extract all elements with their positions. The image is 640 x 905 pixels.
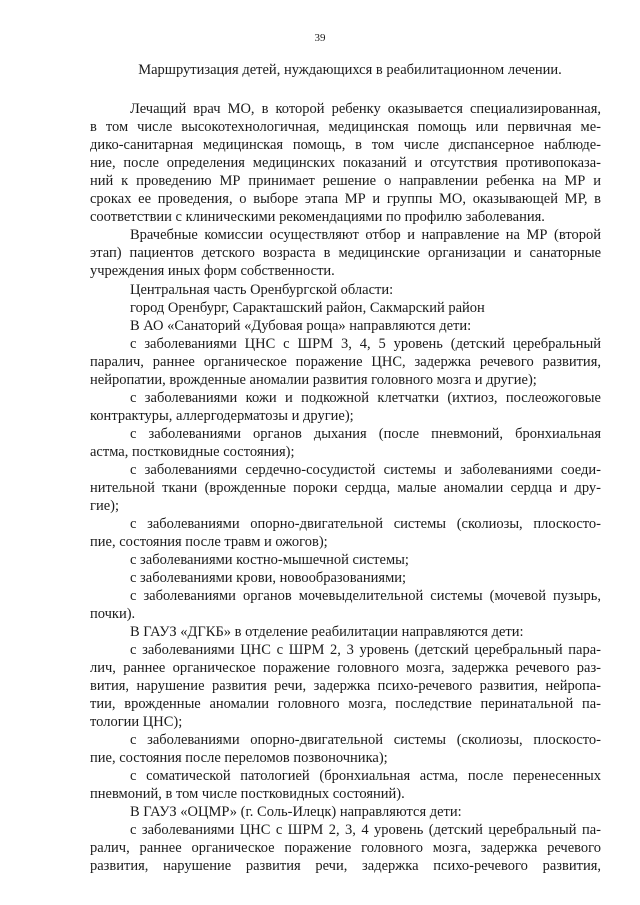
text-line: учреждения иных форм собственности. [90, 263, 335, 279]
text-line: с заболеваниями костно-мышечной системы; [130, 552, 409, 568]
text-line: пневмоний, в том числе постковидных состояний). [90, 786, 405, 802]
text-line: с заболеваниями опорно-двигательной системы (сколиозы, плоскосто- [130, 732, 601, 748]
text-line: с заболеваниями органов дыхания (после пневмоний, бронхиальная [130, 426, 601, 442]
text-line: этап) пациентов детского возраста в медицинские организации и санаторные [90, 245, 601, 261]
text-line: с заболеваниями ЦНС с ШРМ 2, 3 уровень (детский церебральный пара- [130, 642, 601, 658]
page-number: 39 [314, 32, 326, 44]
text-line: пие, состояния после травм и ожогов); [90, 534, 328, 550]
text-line: почки). [90, 606, 136, 622]
text-line: с заболеваниями ЦНС с ШРМ 2, 3, 4 уровень (детский церебральный па- [130, 822, 601, 838]
text-line: развития, нарушение развития речи, задержка психо-речевого развития, [90, 858, 601, 874]
text-line: В АО «Санаторий «Дубовая роща» направляются дети: [130, 318, 472, 334]
text-line: с заболеваниями опорно-двигательной системы (сколиозы, плоскосто- [130, 516, 601, 532]
text-line: В ГАУЗ «ДГКБ» в отделение реабилитации направляются дети: [130, 624, 524, 640]
text-line: с соматической патологией (бронхиальная астма, после перенесенных [130, 768, 601, 784]
text-line: нейропатии, врожденные аномалии развития головного мозга и другие); [90, 372, 537, 388]
text-line: тии, врожденные аномалии головного мозга, последствие перинатальной па- [90, 696, 601, 712]
text-line: с заболеваниями ЦНС с ШРМ 3, 4, 5 уровень (детский церебральный [130, 336, 601, 352]
text-line: сроках ее проведения, о выборе этапа МР и группы МО, оказывающей МР, в [90, 191, 601, 207]
text-line: паралич, раннее органическое поражение ЦНС, задержка речевого развития, [90, 354, 601, 370]
text-line: ние, после определения медицинских показаний и отсутствия противопоказа- [90, 155, 601, 171]
text-line: астма, постковидные состояния); [90, 444, 295, 460]
text-line: соответствии с клиническими рекомендациями по профилю заболевания. [90, 209, 545, 225]
text-line: Лечащий врач МО, в которой ребенку оказывается специализированная, [130, 101, 601, 117]
text-line: с заболеваниями органов мочевыделительной системы (мочевой пузырь, [130, 588, 601, 604]
section-title: Маршрутизация детей, нуждающихся в реабилитационном лечении. [138, 62, 562, 78]
text-line: в том числе высокотехнологичная, медицинская помощь или первичная ме- [90, 119, 601, 135]
text-line: пие, состояния после переломов позвоночника); [90, 750, 388, 766]
text-line: ралич, раннее органическое поражение головного мозга, задержка речевого [90, 840, 601, 856]
text-line: тологии ЦНС); [90, 714, 183, 730]
text-line: Врачебные комиссии осуществляют отбор и направление на МР (второй [130, 227, 601, 243]
text-line: В ГАУЗ «ОЦМР» (г. Соль-Илецк) направляются дети: [130, 804, 462, 820]
text-line: нительной ткани (врожденные пороки сердца, малые аномалии сердца и дру- [90, 480, 601, 496]
text-line: дико-санитарная медицинская помощь, в том числе диспансерное наблюде- [90, 137, 601, 153]
text-line: с заболеваниями кожи и подкожной клетчатки (ихтиоз, послеожоговые [130, 390, 601, 406]
text-line: лич, раннее органическое поражение головного мозга, задержка речевого раз- [90, 660, 601, 676]
text-line: ний к проведению МР принимает решение о направлении ребенка на МР и [90, 173, 601, 189]
text-line: город Оренбург, Саракташский район, Сакмарский район [130, 300, 485, 316]
text-line: гие); [90, 498, 119, 514]
text-line: контрактуры, аллергодерматозы и другие); [90, 408, 354, 424]
text-line: с заболеваниями крови, новообразованиями; [130, 570, 407, 586]
text-line: вития, нарушение развития речи, задержка психо-речевого развития, нейропа- [90, 678, 601, 694]
text-line: Центральная часть Оренбургской области: [130, 282, 394, 298]
text-line: с заболеваниями сердечно-сосудистой системы и заболеваниями соеди- [130, 462, 601, 478]
